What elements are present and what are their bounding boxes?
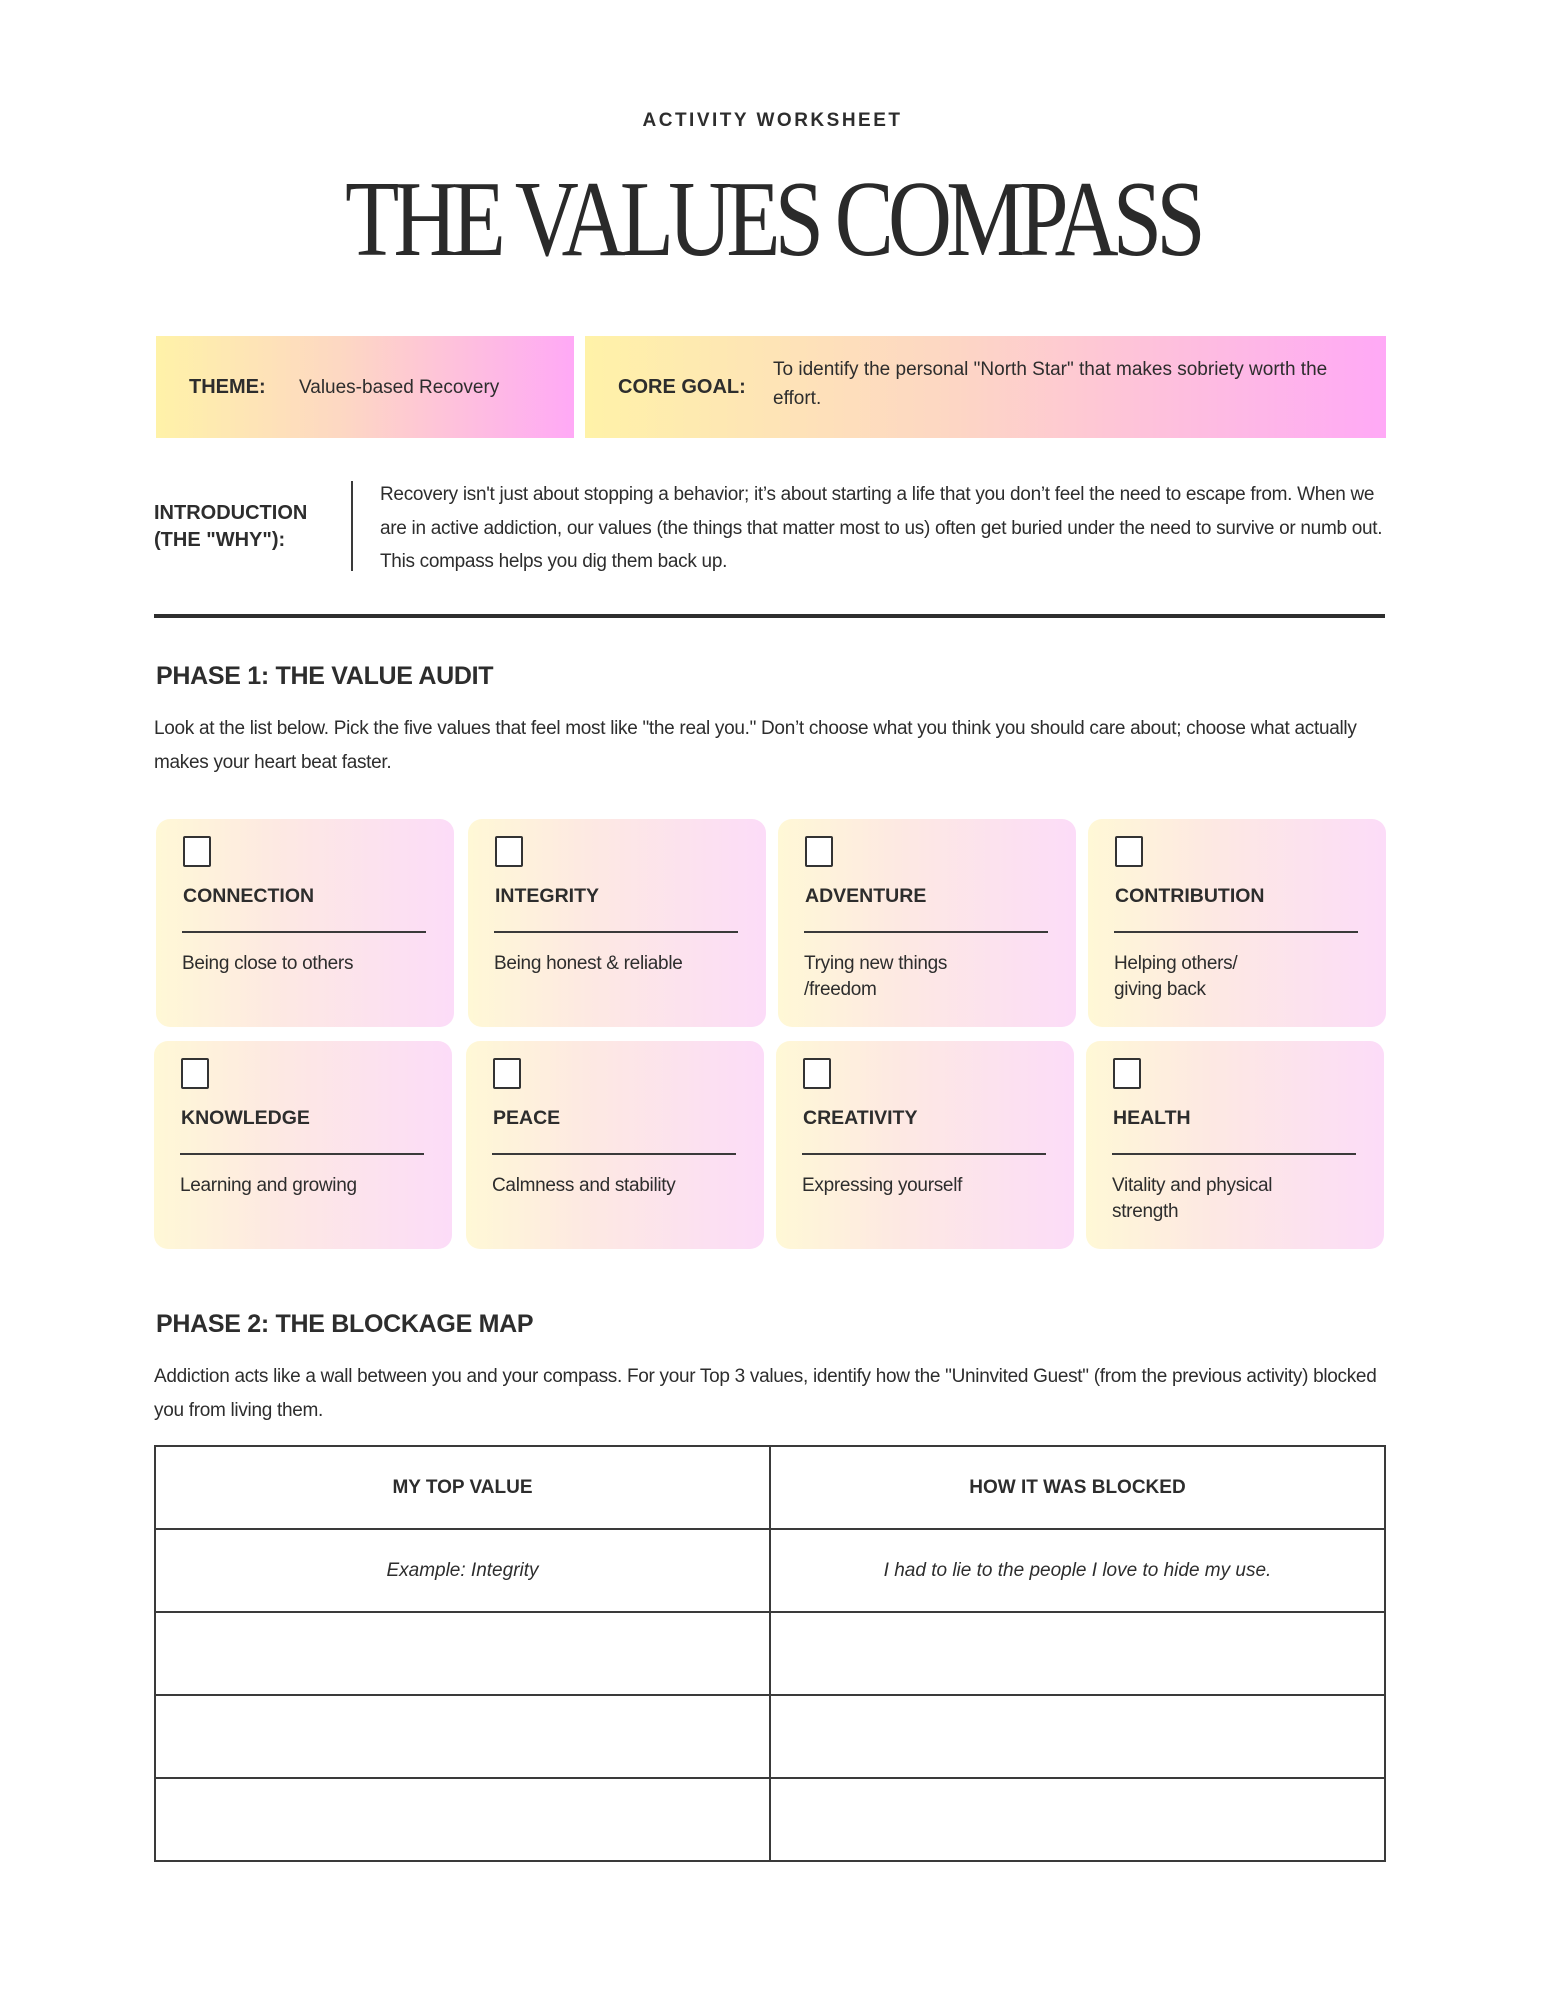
table-row — [155, 1695, 1385, 1778]
value-card-contribution[interactable] — [1088, 819, 1386, 1027]
intro-divider — [351, 481, 353, 571]
value-description: Trying new things /freedom — [804, 953, 948, 1000]
table-row — [155, 1778, 1385, 1861]
value-name: PEACE — [493, 1107, 561, 1129]
value-card-connection[interactable] — [156, 819, 454, 1027]
table-row-example — [155, 1529, 1385, 1612]
core-goal-value: To identify the personal "North Star" that makes sobriety worth the effort. — [773, 359, 1328, 409]
value-name: KNOWLEDGE — [181, 1107, 310, 1129]
table-row — [155, 1612, 1385, 1695]
blockage-map-table — [154, 1445, 1386, 1862]
top-value-cell-1[interactable] — [155, 1612, 770, 1695]
intro-label-line2: (THE "WHY"): — [154, 529, 286, 551]
theme-banner — [156, 336, 574, 438]
phase1-description: Look at the list below. Pick the five values that feel most like "the real you." Don’t choose what you think you should care about; choose what actually makes your heart beat faster. — [154, 718, 1357, 773]
value-description: Vitality and physical strength — [1112, 1175, 1273, 1222]
worksheet-kicker: ACTIVITY WORKSHEET — [642, 110, 903, 131]
checkbox[interactable] — [493, 1058, 521, 1089]
top-value-cell-3[interactable] — [155, 1778, 770, 1861]
value-card-adventure[interactable] — [778, 819, 1076, 1027]
value-name: HEALTH — [1113, 1107, 1191, 1129]
theme-value: Values-based Recovery — [299, 376, 500, 398]
phase1-title: PHASE 1: THE VALUE AUDIT — [156, 662, 494, 690]
checkbox[interactable] — [805, 836, 833, 867]
checkbox[interactable] — [1115, 836, 1143, 867]
header-my-top-value: MY TOP VALUE — [155, 1446, 770, 1529]
phase2-title: PHASE 2: THE BLOCKAGE MAP — [156, 1310, 534, 1338]
value-description: Being honest & reliable — [494, 953, 683, 974]
checkbox[interactable] — [803, 1058, 831, 1089]
value-underline — [1114, 931, 1358, 933]
value-underline — [804, 931, 1048, 933]
blocked-cell-1[interactable] — [770, 1612, 1385, 1695]
value-card-integrity[interactable] — [468, 819, 766, 1027]
value-name: CREATIVITY — [803, 1107, 918, 1129]
value-underline — [1112, 1153, 1356, 1155]
value-description: Calmness and stability — [492, 1175, 676, 1196]
value-card-knowledge[interactable] — [154, 1041, 452, 1249]
checkbox[interactable] — [495, 836, 523, 867]
checkbox[interactable] — [1113, 1058, 1141, 1089]
value-underline — [492, 1153, 736, 1155]
theme-label: THEME: — [189, 375, 266, 398]
value-underline — [180, 1153, 424, 1155]
value-description: Helping others/ giving back — [1114, 953, 1238, 1000]
value-underline — [802, 1153, 1046, 1155]
value-underline — [182, 931, 426, 933]
blocked-cell-2[interactable] — [770, 1695, 1385, 1778]
value-name: CONNECTION — [183, 885, 315, 907]
intro-label — [154, 500, 334, 554]
page-title: THE VALUES COMPASS — [345, 160, 1200, 279]
value-card-creativity[interactable] — [776, 1041, 1074, 1249]
checkbox[interactable] — [183, 836, 211, 867]
value-card-peace[interactable] — [466, 1041, 764, 1249]
intro-text: Recovery isn't just about stopping a behavior; it’s about starting a life that you don’t feel the need to escape from. When we are in active addiction, our values (the things that matter most to us) often get buried under the need to survive or numb out. This compass helps you dig them back up. — [380, 484, 1383, 572]
value-underline — [494, 931, 738, 933]
example-blocked-cell: I had to lie to the people I love to hide my use. — [770, 1529, 1385, 1612]
value-name: INTEGRITY — [495, 885, 600, 907]
core-goal-label: CORE GOAL: — [618, 375, 746, 398]
value-description: Being close to others — [182, 953, 354, 974]
section-rule — [154, 614, 1385, 618]
intro-label-line1: INTRODUCTION — [154, 502, 308, 524]
core-goal-banner — [585, 336, 1386, 438]
value-description: Expressing yourself — [802, 1175, 963, 1196]
example-value-cell: Example: Integrity — [155, 1529, 770, 1612]
value-name: CONTRIBUTION — [1115, 885, 1265, 907]
value-card-health[interactable] — [1086, 1041, 1384, 1249]
phase2-description: Addiction acts like a wall between you and your compass. For your Top 3 values, identify how the "Uninvited Guest" (from the previous activity) blocked you from living them. — [154, 1366, 1377, 1421]
checkbox[interactable] — [181, 1058, 209, 1089]
value-description: Learning and growing — [180, 1175, 357, 1196]
header-how-it-was-blocked: HOW IT WAS BLOCKED — [770, 1446, 1385, 1529]
value-name: ADVENTURE — [805, 885, 927, 907]
table-header-row — [155, 1446, 1385, 1529]
blocked-cell-3[interactable] — [770, 1778, 1385, 1861]
top-value-cell-2[interactable] — [155, 1695, 770, 1778]
